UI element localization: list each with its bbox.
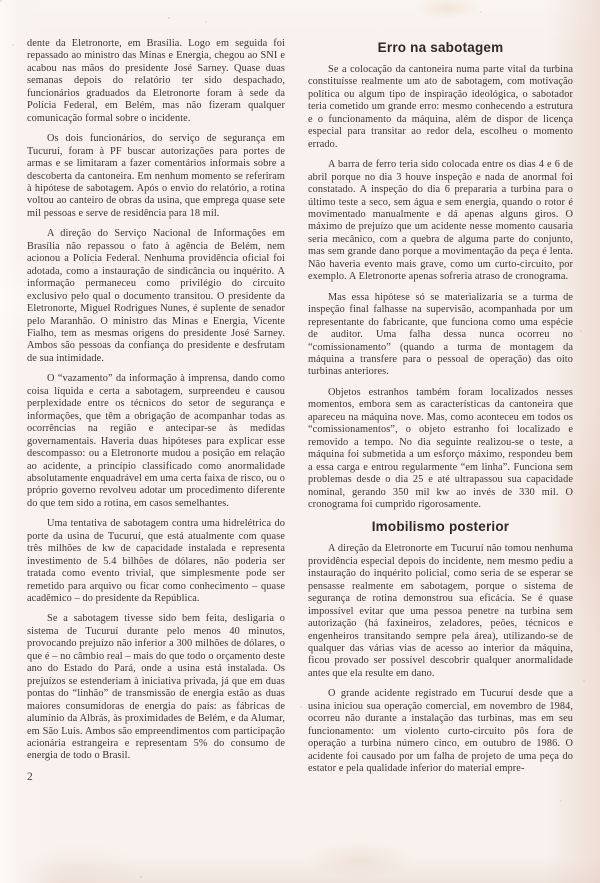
- body-paragraph: Se a colocação da cantoneira numa parte vital da turbina constituísse realmente um ato de sabotagem, com motivação política ou algum tipo de inspiração ideológica, o sabotador teria cometido um grande erro: mesmo conhecendo a estrutura e o funcionamento da máquina, além de dispor de licença especial para transitar ao redor dela, escolheu o momento errado.: [308, 64, 573, 150]
- body-paragraph: O “vazamento” da informação à imprensa, dando como coisa líquida e certa a sabotagem, surpreendeu e causou perplexidade entre os técnicos do setor de segurança e informações, que têm a obrigação de acompanhar todas as ocorrências na região e antecipar-se às medidas governamentais. Haveria duas hipóteses para explicar esse descompasso: ou a Eletronorte mudou a posição em relação ao acidente, a princípio classificado como anormalidade absolutamente enquadrável em uma certa faixa de risco, ou o próprio governo revolveu adotar um procedimento diferente do que tem sido a rotina, em casos semelhantes.: [27, 373, 285, 509]
- body-paragraph: Objetos estranhos também foram localizados nesses momentos, embora sem as características da cantoneira que apareceu na máquina nove. Mas, como aconteceu em todos os “comissionamentos”, o objeto estranho foi localizado e removido a tempo. No dia seguinte realizou-se o teste, a máquina foi submetida a um esforço máximo, respondeu bem a essa carga e entrou regularmente “em linha”. Funciona sem problemas desde o dia 25 e até ultrapassou sua capacidade nominal, gerando 350 mil kw ao invés de 330 mil. O cronograma foi cumprido rigorosamente.: [308, 386, 573, 510]
- body-paragraph: Se a sabotagem tivesse sido bem feita, desligaria o sistema de Tucuruí durante pelo menos 40 minutos, provocando prejuízo não inferior a 300 milhões de dólares, o que é – no câmbio real – mais do que todo o orçamento deste ano do Estado do Pará, onde a usina está instalada. Os prejuízos se estenderiam à iniciativa privada, já que em duas pontas do “linhão” de transmissão de energia estão as duas maiores consumidoras de energia do país: as fábricas de alumínio da Albrás, às proximidades de Belém, e da Alumar, em São Luís. Ambos são empreendimentos com participação acionária estrangeira e representam 5% do consumo de energia de todo o Brasil.: [27, 613, 285, 762]
- paper-speckles: [0, 0, 2, 2]
- section-heading-imobilismo-posterior: Imobilismo posterior: [371, 519, 510, 535]
- text-columns: [27, 38, 573, 784]
- body-paragraph: Os dois funcionários, do serviço de segurança em Tucuruí, foram à PF buscar autorizações para portes de armas e se limitaram a fazer comentários informais sobre a descoberta da cantoneira. Em nenhum momento se referiram à hipótese de sabotagem. Após o envio do relatório, a rotina voltou ao canteiro de obras da usina, que emprega quase sete mil pessoas e serve de residência para 18 mil.: [27, 133, 285, 219]
- body-paragraph: Mas essa hipótese só se materializaria se a turma de inspeção final falhasse na supervisão, acompanhada por um representante do fabricante, que funciona como uma espécie de auditor. Uma falha dessa nunca ocorreu no “comissionamento” (quando a turma de montagem da máquina a transfere para o pessoal de operação) das oito turbinas anteriores.: [308, 291, 573, 378]
- section-heading-erro-na-sabotagem: Erro na sabotagem: [377, 40, 504, 55]
- body-paragraph: A direção do Serviço Nacional de Informações em Brasília não repassou o fato à agência de Belém, nem acionou a Polícia Federal. Nenhuma providência oficial foi adotada, como a instauração de sindicância ou inquérito. A informação permaneceu como privilégio do circuito exclusivo pelo qual o documento transitou. O presidente da Eletronorte, Miguel Rodrigues Nunes, é suplente de senador pelo Maranhão. O ministro das Minas e Energia, Vicente Fialho, tem as mesmas origens do presidente José Sarney. Ambos são pessoas da confiança do presidente e desfrutam de sua intimidade.: [27, 228, 285, 364]
- page-number: 2: [27, 770, 33, 783]
- right-column: [308, 38, 573, 784]
- body-paragraph: Uma tentativa de sabotagem contra uma hidrelétrica do porte da usina de Tucuruí, que está atualmente com quase três milhões de kw de capacidade instalada e representa investimento de 5.4 bilhões de dólares, não poderia ser tratada como evento trivial, que simplesmente pode ser remetido para arquivo ou ficar como conhecimento – quase acadêmico – do presidente da República.: [27, 518, 285, 605]
- left-column: [27, 38, 285, 784]
- body-paragraph: A direção da Eletronorte em Tucuruí não tomou nenhuma providência especial depois do incidente, nem mesmo pediu a instauração do inquérito policial, como seria de se esperar se pensasse realmente em sabotagem, porque o sistema de segurança de rotina demonstrou sua eficácia. Se é quase impossível evitar que uma pessoa penetre na turbina sem autorização (há faxineiros, zeladores, peões, técnicos e engenheiros transitando sempre pela área), utilizando-se de qualquer das várias vias de acesso ao interior da máquina, ficou provado ser possível descobrir qualquer anormalidade antes que ela resulte em dano.: [308, 543, 573, 679]
- body-paragraph: dente da Eletronorte, em Brasília. Logo em seguida foi repassado ao ministro das Minas e Energia, chegou ao SNI e acabou nas mãos do presidente José Sarney. Quase duas semanas depois do relatório ter sido despachado, funcionários graduados da Eletronorte foram à sede da Polícia Federal, em Belém, mas não fizeram qualquer comunicação formal sobre o incidente.: [27, 38, 285, 124]
- body-paragraph: A barra de ferro teria sido colocada entre os dias 4 e 6 de abril porque no dia 3 houve inspeção e nada de anormal foi constatado. A inspeção do dia 6 prepararia a turbina para o último teste a seco, sem água e sem energia, quando o rotor é movimentado manualmente e dá apenas alguns giros. O máximo de prejuízo que um acidente nesse momento causaria seria mecânico, com a quebra de alguma parte do conjunto, mas sem grande dano porque a movimentação da peça é lenta. Não haveria evento mais grave, como um curto-circuito, por exemplo. A Eletronorte apenas sofreria atraso de cronograma.: [308, 159, 573, 283]
- body-paragraph: O grande acidente registrado em Tucuruí desde que a usina iniciou sua operação comercial, em novembro de 1984, ocorreu não durante a instalação das turbinas, mas em seu funcionamento: um violento curto-circuito pôs fora de operação a turbina número cinco, em outubro de 1986. O acidente foi causado por um falha de projeto de uma peça do estator e pela qualidade inferior do material empre-: [308, 688, 573, 775]
